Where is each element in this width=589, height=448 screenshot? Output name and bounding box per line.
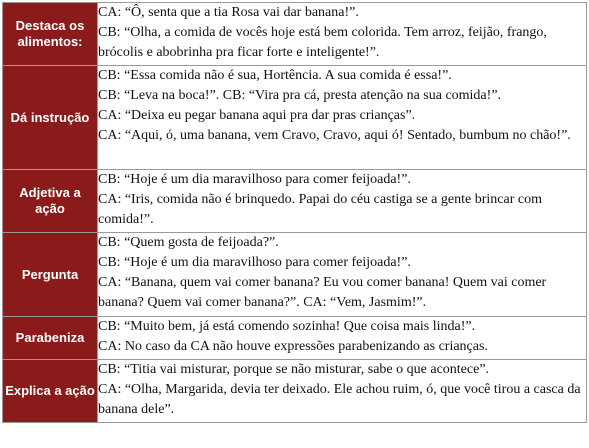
utterance-line: CB: “Leva na boca!”. CB: “Vira pra cá, presta atenção na sua comida!”. xyxy=(98,88,502,103)
table-row xyxy=(3,360,587,423)
utterance-line: CA: “Olha, Margarida, devia ter deixado. Ele achou ruim, ó, que você tirou a casca da banana dele”. xyxy=(98,382,581,417)
utterance-line: CA: “Deixa eu pegar banana aqui pra dar pras crianças”. xyxy=(98,108,416,123)
table-row xyxy=(3,3,587,66)
category-label: Parabeniza xyxy=(3,317,98,360)
utterance-text xyxy=(98,170,586,230)
utterance-line: CB: “Essa comida não é sua, Hortência. A sua comida é essa!”. xyxy=(98,68,452,83)
utterance-line: CB: “Titia vai misturar, porque se não misturar, sabe o que acontece”. xyxy=(98,362,490,377)
utterance-line: CB: “Hoje é um dia maravilhoso para comer feijoada!”. xyxy=(98,172,411,187)
table-row xyxy=(3,170,587,233)
utterance-line: CB: “Hoje é um dia maravilhoso para comer feijoada!”. xyxy=(98,255,411,270)
category-label: Explica a ação xyxy=(3,360,98,423)
utterances-cell xyxy=(98,3,587,66)
category-label: Dá instrução xyxy=(3,66,98,170)
table-row xyxy=(3,317,587,360)
utterance-line: CA: “Banana, quem vai comer banana? Eu vou comer banana! Quem vai comer banana? Quem vai comer banana?”. CA: “Vem, Jasmim!”. xyxy=(98,275,547,310)
utterances-cell xyxy=(98,66,587,170)
utterances-cell xyxy=(98,233,587,317)
utterance-line: CA: “Aqui, ó, uma banana, vem Cravo, Cravo, aqui ó! Sentado, bumbum no chão!”. xyxy=(98,128,571,143)
utterance-line: CB: “Olha, a comida de vocês hoje está bem colorida. Tem arroz, feijão, frango, brócolis e abobrinha pra ficar forte e inteligente!”. xyxy=(98,25,547,60)
utterance-line: CA: No caso da CA não houve expressões parabenizando as crianças. xyxy=(98,339,488,354)
table-row xyxy=(3,66,587,170)
utterance-text xyxy=(98,3,586,63)
utterance-text xyxy=(98,66,586,146)
category-label: Pergunta xyxy=(3,233,98,317)
categories-table xyxy=(2,2,587,423)
utterances-cell xyxy=(98,170,587,233)
utterance-text xyxy=(98,360,586,420)
table-row xyxy=(3,233,587,317)
utterance-line: CA: “Iris, comida não é brinquedo. Papai do céu castiga se a gente brincar com comida!”. xyxy=(98,192,542,227)
category-label: Adjetiva a ação xyxy=(3,170,98,233)
utterance-line: CB: “Muito bem, já está comendo sozinha! Que coisa mais linda!”. xyxy=(98,319,476,334)
utterance-text xyxy=(98,317,586,357)
utterance-text xyxy=(98,233,586,313)
utterance-line: CB: “Quem gosta de feijoada?”. xyxy=(98,235,279,250)
utterances-cell xyxy=(98,317,587,360)
category-label: Destaca os alimentos: xyxy=(3,3,98,66)
utterances-cell xyxy=(98,360,587,423)
utterance-line: CA: “Ô, senta que a tia Rosa vai dar banana!”. xyxy=(98,5,359,20)
